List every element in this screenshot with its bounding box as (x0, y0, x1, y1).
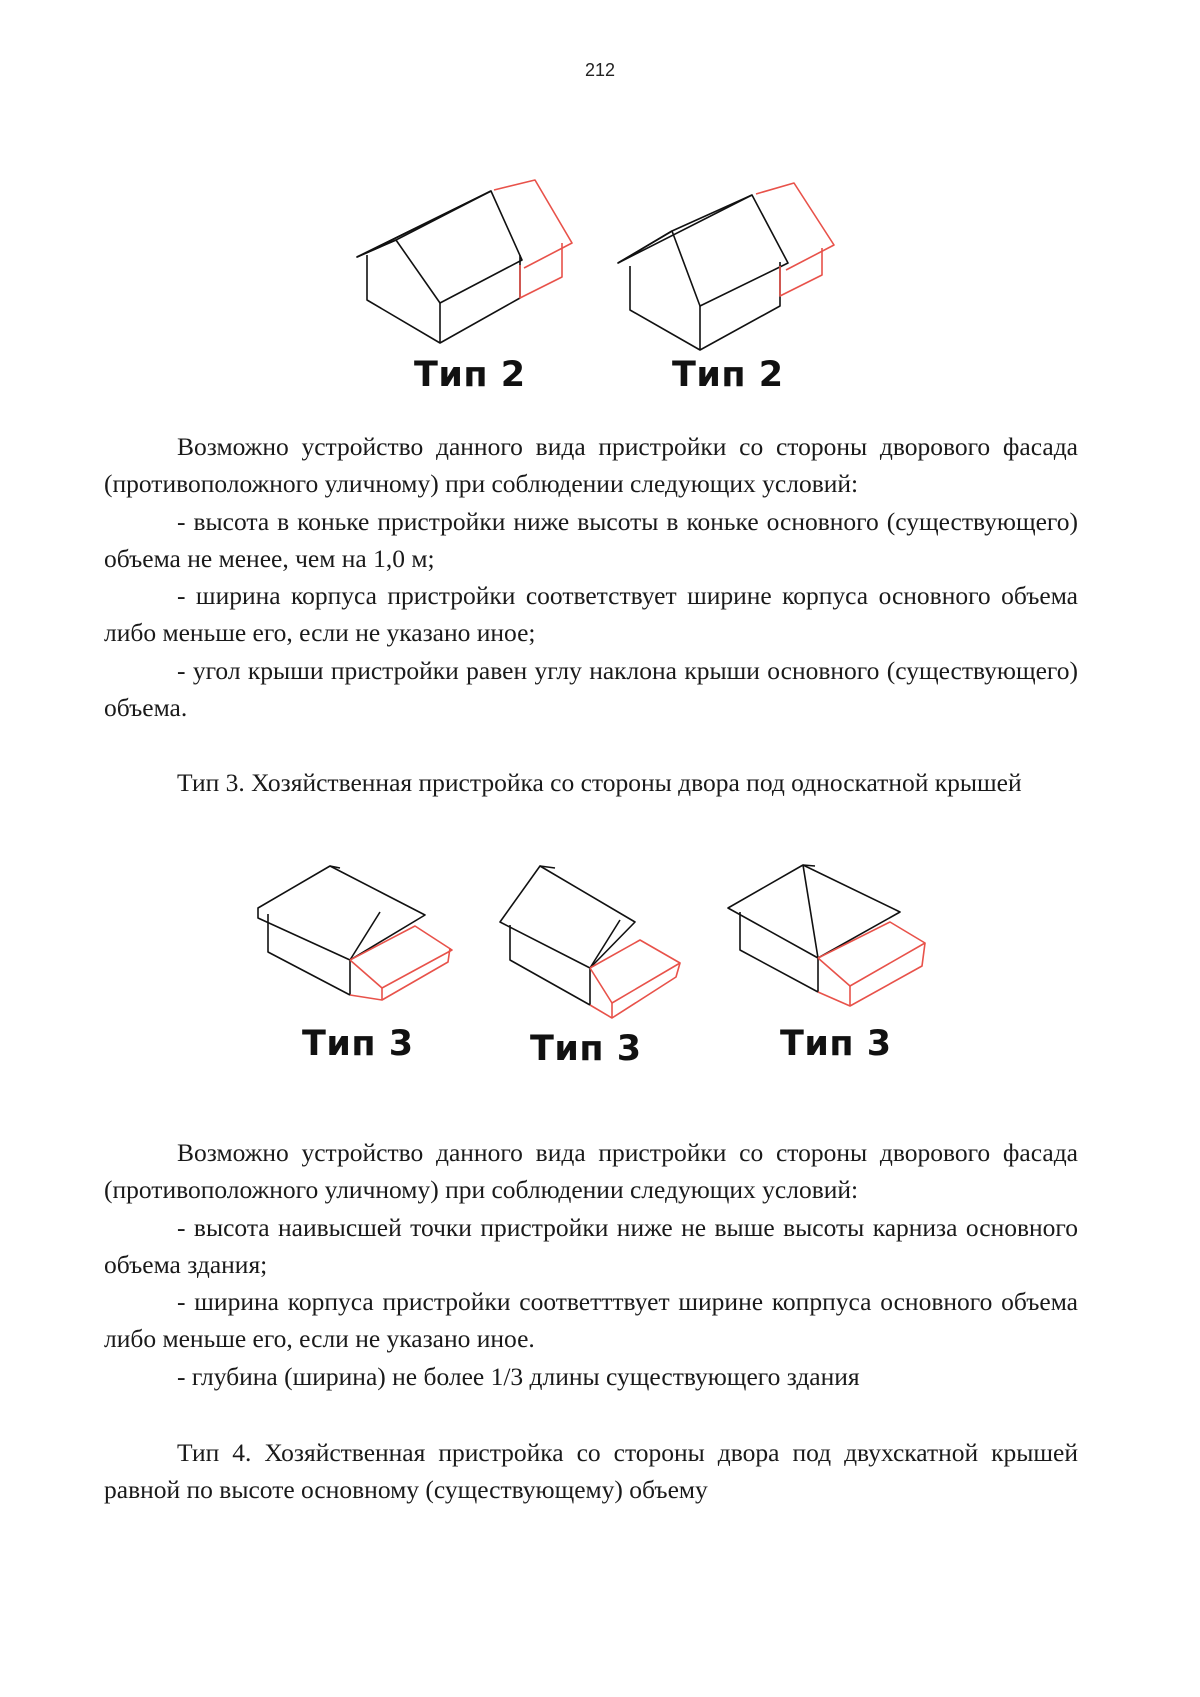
type3-condition-2: - ширина корпуса пристройки соответттвует ширине копрпуса основного объема либо меньше его, если не указано иное. (104, 1287, 1078, 1354)
extension-type3-b[interactable] (590, 940, 680, 1018)
type2-condition-1: - высота в коньке пристройки ниже высоты в коньке основного (существующего) объема не менее, чем на 1,0 м; (104, 506, 1078, 573)
heading-type3: Тип 3. Хозяйственная пристройка со стороны двора под односкатной крышей (177, 768, 1022, 797)
type3-condition-3: - глубина (ширина) не более 1/3 длины существующего здания (177, 1361, 860, 1391)
heading-type4-block (104, 1434, 1078, 1509)
caption-type2-left: Тип 2 (414, 355, 526, 395)
type2-condition-2: - ширина корпуса пристройки соответствует ширине корпуса основного объема либо меньше его, если не указано иное; (104, 581, 1078, 648)
house-type3-b (500, 866, 635, 1005)
caption-type3-a: Тип 3 (302, 1024, 414, 1064)
type3-conditions-block (104, 1134, 1078, 1395)
caption-type3-c: Тип 3 (780, 1024, 892, 1064)
extension-type3-a[interactable] (350, 926, 452, 1000)
type3-condition-1: - высота наивысшей точки пристройки ниже не выше высоты карниза основного объема здания; (104, 1212, 1078, 1279)
page-number: 212 (584, 60, 616, 80)
type3-conditions-intro: Возможно устройство данного вида пристройки со стороны дворового фасада (противоположного уличному) при соблюдении следующих условий: (104, 1138, 1078, 1205)
type2-condition-3: - угол крыши пристройки равен углу наклона крыши основного (существующего) объема. (104, 655, 1078, 723)
caption-type3-b: Тип 3 (530, 1029, 642, 1069)
heading-type4: Тип 4. Хозяйственная пристройка со стороны двора под двухскатной крышей равной по высоте основному (существующему) объему (104, 1438, 1078, 1505)
house-type3-a (258, 866, 425, 995)
extension-type3-c[interactable] (818, 922, 925, 1006)
type2-conditions-intro: Возможно устройство данного вида пристройки со стороны дворового фасада (противоположного уличному) при соблюдении следующих условий: (104, 432, 1078, 499)
caption-type2-right: Тип 2 (672, 355, 784, 395)
